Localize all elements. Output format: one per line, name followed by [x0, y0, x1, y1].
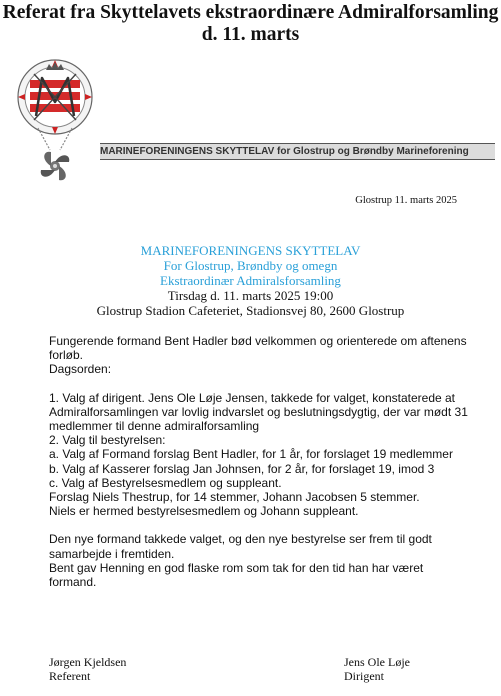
heading-area: For Glostrup, Brøndby og omegn [163, 258, 338, 273]
item-2c-line-2: Niels er hermed bestyrelsesmedlem og Johann suppleant. [49, 504, 359, 519]
banner-text: MARINEFORENINGENS SKYTTELAV for Glostrup og Brøndby Marineforening [100, 146, 469, 157]
spacer [49, 518, 469, 532]
minutes-body [49, 334, 469, 589]
association-banner [100, 143, 495, 160]
heading-datetime: Tirsdag d. 11. marts 2025 19:00 [167, 288, 334, 303]
meeting-heading [0, 243, 501, 318]
title-line-1: Referat fra Skyttelavets ekstraordinære Admiralforsamling [2, 2, 499, 23]
closing-line-3: Bent gav Henning en god flaske rom som tak for den tid han har været formand. [49, 560, 424, 590]
signature-referent [49, 655, 126, 683]
item-2c: c. Valg af Bestyrelsesmedlem og suppleant. [49, 475, 282, 490]
title-line-2: d. 11. marts [201, 24, 300, 45]
item-1-line-2: Admiralforsamlingen var lovlig indvarslet og beslutningsdygtig, der var mødt 31 [49, 404, 468, 419]
signature-left-role: Referent [49, 669, 91, 683]
heading-event: Ekstraordinær Admiralsforsamling [160, 273, 341, 288]
item-1-line-3: medlemmer til denne admiralforsamling [49, 419, 260, 434]
closing-line-1: Den nye formand takkede valget, og den nye bestyrelse ser frem til godt [49, 532, 432, 547]
intro-line-2: forløb. [49, 348, 84, 363]
item-1-line-1: 1. Valg af dirigent. Jens Ole Løje Jensen, takkede for valget, konstaterede at [49, 390, 456, 405]
heading-org: MARINEFORENINGENS SKYTTELAV [140, 243, 361, 258]
signature-right-name: Jens Ole Løje [344, 655, 410, 669]
signature-left-name: Jørgen Kjeldsen [49, 655, 127, 669]
spacer [49, 377, 469, 391]
closing-line-2: samarbejde i fremtiden. [49, 546, 175, 561]
agenda-label: Dagsorden: [49, 362, 112, 377]
heading-location: Glostrup Stadion Cafeteriet, Stadionsvej 80, 2600 Glostrup [96, 303, 405, 318]
marineforeningen-skyttelav-emblem-icon [16, 58, 94, 190]
date-line: Glostrup 11. marts 2025 [355, 195, 457, 206]
item-2c-line-1: Forslag Niels Thestrup, for 14 stemmer, Johann Jacobsen 5 stemmer. [49, 490, 420, 505]
item-2b: b. Valg af Kasserer forslag Jan Johnsen, for 2 år, for forslaget 19, imod 3 [49, 461, 435, 476]
signature-right-role: Dirigent [344, 669, 384, 683]
signature-dirigent [344, 655, 410, 683]
item-2a: a. Valg af Formand forslag Bent Hadler, for 1 år, for forslaget 19 medlemmer [49, 447, 453, 462]
item-2: 2. Valg til bestyrelsen: [49, 433, 166, 448]
intro-line-1: Fungerende formand Bent Hadler bød velkommen og orienterede om aftenens [49, 334, 467, 348]
document-title [0, 2, 501, 46]
